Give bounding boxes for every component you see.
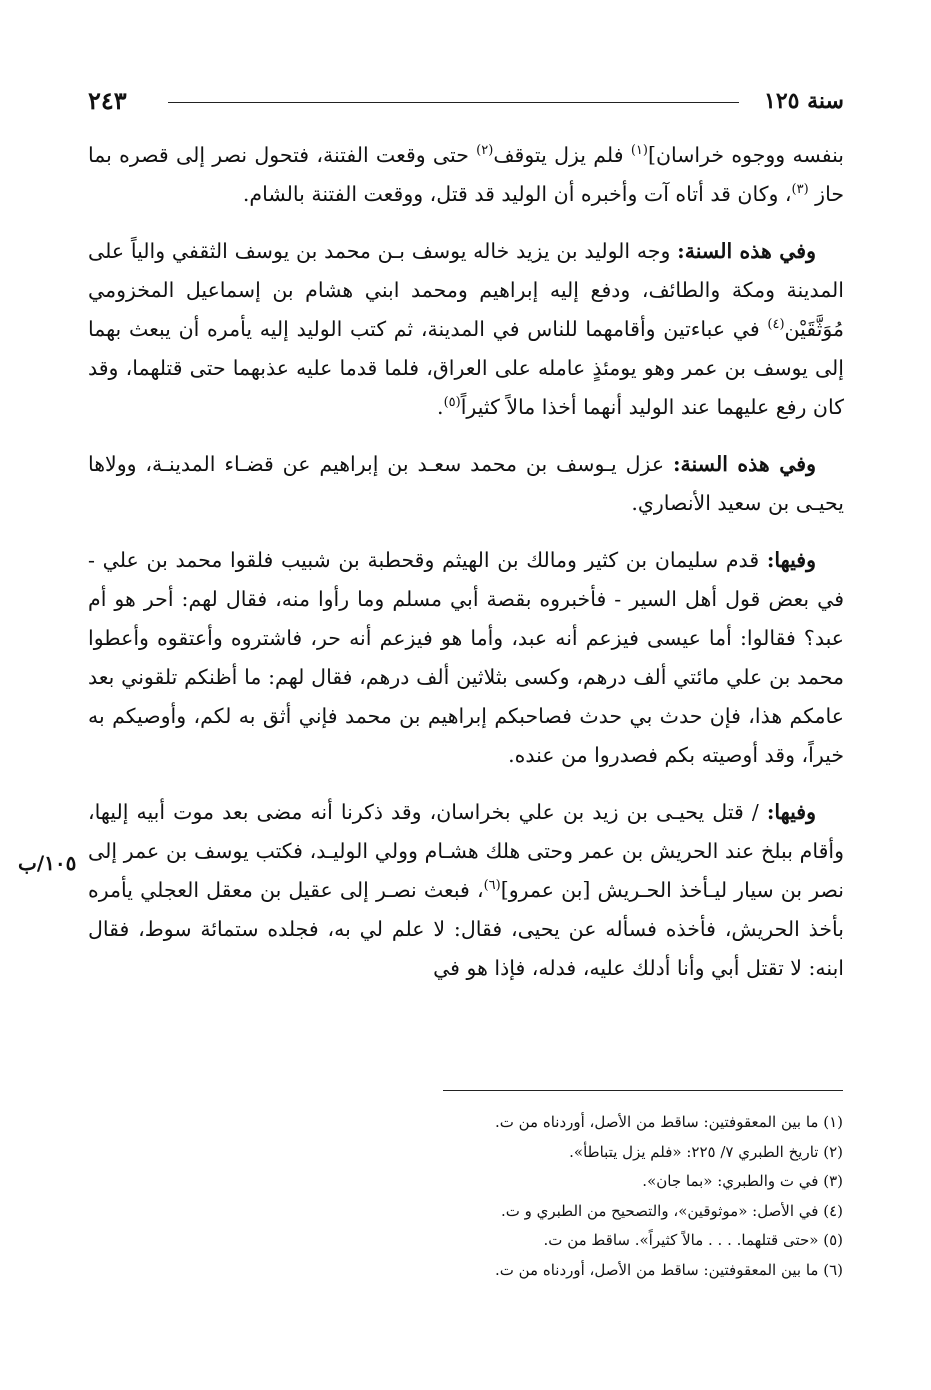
- paragraph-lead: وفيها:: [766, 800, 816, 824]
- paragraph-text: قدم سليمان بن كثير ومالك بن الهيثم وقحطبة بن شبيب فلقوا محمد بن علي - في بعض قول أهل السير - فأخبروه بقصة أبي مسلم وما رأوا منه، فقال لهم: أحر هو أم عبد؟ فقالوا: أما عيسى فيزعم أنه عبد، وأما هو فيزعم أنه حر، فاشتروه وأعتقوه وأعطوا محمد بن علي مائتي ألف درهم، وكسى بثلاثين ألف درهم، فقال لهم: ما أظنكم تلقوني بعد عامكم هذا، فإن حدث بي حدث فصاحبكم إبراهيم بن محمد فإني أثق به لكم، وأوصيكم به خيراً، وقد أوصيته بكم فصدروا من عنده.: [88, 548, 844, 767]
- footnote-ref: (٣): [791, 182, 809, 198]
- paragraph-text: بنفسه ووجوه خراسان]: [647, 143, 845, 167]
- running-head-year: سنة ١٢٥: [764, 88, 844, 114]
- footnote-ref: (١): [630, 143, 648, 159]
- footnote-ref: (٤): [767, 317, 785, 333]
- paragraph-text: في عباءتين وأقامهما للناس في المدينة، ثم كتب الوليد إليه يأمره أن يبعث بهما إلى يوسف بن عمر وهو يومئذٍ عامله على العراق، فلما قدما عليه عذبهما حتى قتلهما، وقد كان رفع عليهما عند الوليد أنهما أخذا مالاً كثيراً: [88, 317, 844, 419]
- paragraph-text: ، فبعث نصـر إلى عقيل بن معقل العجلي يأمره بأخذ الحريش، فأخذه فسأله عن يحيى، فقال: لا علم لي به، فجلده ستمائة سوط، فقال ابنه: لا تقتل أبي وأنا أدلك عليه، فدله، فإذا هو في: [88, 878, 844, 980]
- paragraph-lead: وفي هذه السنة:: [677, 239, 816, 263]
- paragraph-1: [88, 136, 844, 214]
- paragraph-2: [88, 232, 844, 427]
- footnote: (٢) تاريخ الطبري ٧/ ٢٢٥: «فلم يزل يتباطأ».: [569, 1142, 843, 1161]
- paragraph-5: [88, 793, 844, 988]
- paragraph-text: حتى وقعت الفتنة، فتحول نصر إلى قصره بما حاز: [88, 143, 844, 206]
- footnote: (١) ما بين المعقوفتين: ساقط من الأصل، أوردناه من ت.: [494, 1113, 843, 1131]
- footnote-separator: [443, 1090, 843, 1091]
- main-text: [88, 136, 844, 1006]
- footnote-ref: (٥): [443, 395, 461, 411]
- footnote-ref: (٦): [483, 878, 501, 894]
- paragraph-4: [88, 541, 844, 775]
- footnote: (٣) في ت والطبري: «بما جان».: [642, 1172, 843, 1190]
- page-header: [88, 86, 844, 120]
- paragraph-text: / قتل يحيـى بن زيد بن علي بخراسان، وقد ذكرنا أنه مضى بعد موت أبيه إليها، وأقام ببلخ عند الحريش بن عمر وحتى هلك هشـام وولي الوليـد، فكتب يوسف بن عمر إلى نصر بن سيار ليـأخذ الحـريش [بن عمرو]: [88, 800, 844, 902]
- footnote: (٥) «حتى قتلهما. . . . مالاً كثيراً». ساقط من ت.: [543, 1231, 843, 1249]
- header-rule: [168, 102, 739, 103]
- paragraph-text: عزل يـوسف بن محمد سعـد بن إبراهيم عن قضـاء المدينـة، وولاها يحيـى بن سعيد الأنصاري.: [88, 452, 844, 515]
- paragraph-text: .: [437, 395, 444, 419]
- footnote-ref: (٢): [476, 143, 494, 159]
- footnote: (٦) ما بين المعقوفتين: ساقط من الأصل، أوردناه من ت.: [494, 1260, 843, 1279]
- paragraph-text: وجه الوليد بن يزيد خاله يوسف بـن محمد بن يوسف الثقفي والياً على المدينة ومكة والطائف، ودفع إليه إبراهيم ومحمد ابني هشام بن إسماعيل المخزومي مُوَثَّقَيْن: [88, 239, 844, 341]
- paragraph-text: فلم يزل يتوقف: [493, 143, 631, 167]
- footnotes: [423, 1108, 843, 1285]
- manuscript-folio-note: ١٠٥/ب: [18, 851, 77, 875]
- paragraph-lead: وفيها:: [766, 548, 816, 572]
- paragraph-text: ، وكان قد أتاه آت وأخبره أن الوليد قد قتل، ووقعت الفتنة بالشام.: [242, 182, 792, 206]
- page-number: ٢٤٣: [88, 86, 127, 115]
- footnote: (٤) في الأصل: «موثوقين»، والتصحيح من الطبري و ت.: [500, 1201, 843, 1220]
- paragraph-3: [88, 445, 844, 523]
- paragraph-lead: وفي هذه السنة:: [672, 452, 816, 476]
